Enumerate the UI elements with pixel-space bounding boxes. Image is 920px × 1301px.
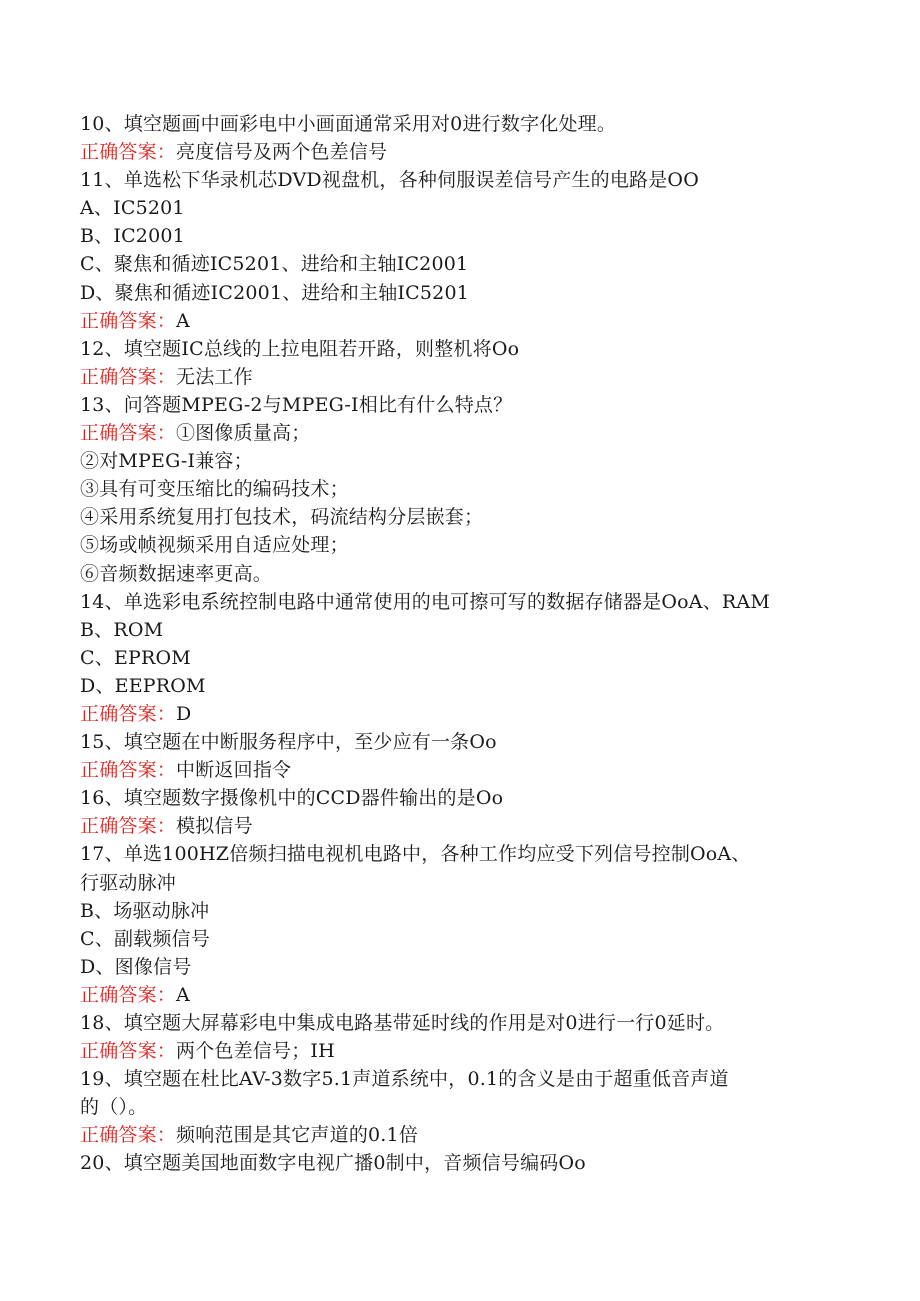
answer-label: 正确答案： bbox=[80, 141, 177, 164]
answer-text: 两个色差信号；IH bbox=[176, 1040, 335, 1063]
answer-label: 正确答案： bbox=[80, 309, 177, 332]
text-line: C、聚焦和循迹IC5201、进给和主轴IC2001 bbox=[80, 253, 469, 276]
answer-label: 正确答案： bbox=[80, 1124, 177, 1147]
text-line: B、IC2001 bbox=[80, 225, 185, 248]
text-line: C、EPROM bbox=[80, 646, 191, 669]
answer-text: 无法工作 bbox=[176, 365, 253, 388]
text-line: B、场驱动脉冲 bbox=[80, 899, 210, 922]
question-line: 12、填空题IC总线的上拉电阻若开路，则整机将Oo bbox=[80, 337, 520, 360]
text-line: 的（）。 bbox=[80, 1096, 148, 1119]
text-line: ⑥音频数据速率更高。 bbox=[80, 562, 273, 585]
question-line: 11、单选松下华录机芯DVD视盘机，各种伺服误差信号产生的电路是OO bbox=[80, 169, 699, 192]
text-line: C、副载频信号 bbox=[80, 927, 210, 950]
answer-text: 模拟信号 bbox=[176, 815, 253, 838]
text-line: ②对MPEG-I兼容； bbox=[80, 450, 253, 473]
answer-line bbox=[80, 307, 840, 335]
answer-text: A bbox=[176, 309, 190, 332]
question-line: 15、填空题在中断服务程序中，至少应有一条Oo bbox=[80, 731, 497, 754]
answer-text: 中断返回指令 bbox=[176, 759, 292, 782]
answer-line bbox=[80, 756, 840, 784]
answer-label: 正确答案： bbox=[80, 983, 177, 1006]
answer-line bbox=[80, 981, 840, 1009]
document-body bbox=[80, 110, 840, 1178]
answer-label: 正确答案： bbox=[80, 815, 177, 838]
text-line: B、ROM bbox=[80, 618, 164, 641]
question-line: 16、填空题数字摄像机中的CCD器件输出的是Oo bbox=[80, 787, 504, 810]
question-line: 19、填空题在杜比AV-3数字5.1声道系统中，0.1的含义是由于超重低音声道 bbox=[80, 1068, 729, 1091]
answer-line bbox=[80, 138, 840, 166]
answer-label: 正确答案： bbox=[80, 759, 177, 782]
question-line: 14、单选彩电系统控制电路中通常使用的电可擦可写的数据存储器是OoA、RAM bbox=[80, 590, 770, 613]
answer-line bbox=[80, 812, 840, 840]
answer-line bbox=[80, 1037, 840, 1065]
text-line: D、聚焦和循迹IC2001、进给和主轴IC5201 bbox=[80, 281, 470, 304]
answer-label: 正确答案： bbox=[80, 1040, 177, 1063]
answer-line bbox=[80, 419, 840, 447]
answer-label: 正确答案： bbox=[80, 365, 177, 388]
text-line: 行驱动脉冲 bbox=[80, 871, 177, 894]
answer-label: 正确答案： bbox=[80, 702, 177, 725]
answer-line bbox=[80, 363, 840, 391]
answer-text: ①图像质量高； bbox=[176, 422, 311, 445]
question-line: 13、问答题MPEG-2与MPEG-I相比有什么特点？ bbox=[80, 393, 513, 416]
answer-text: D bbox=[176, 702, 192, 725]
question-line: 20、填空题美国地面数字电视广播0制中，音频信号编码Oo bbox=[80, 1152, 586, 1175]
text-line: ③具有可变压缩比的编码技术； bbox=[80, 478, 349, 501]
answer-text: 频响范围是其它声道的0.1倍 bbox=[176, 1124, 419, 1147]
text-line: ④采用系统复用打包技术，码流结构分层嵌套； bbox=[80, 506, 484, 529]
answer-text: 亮度信号及两个色差信号 bbox=[176, 141, 388, 164]
answer-line bbox=[80, 1121, 840, 1149]
question-line: 18、填空题大屏幕彩电中集成电路基带延时线的作用是对0进行一行0延时。 bbox=[80, 1012, 725, 1034]
text-line: A、IC5201 bbox=[80, 197, 185, 220]
text-line: ⑤场或帧视频采用自适应处理； bbox=[80, 534, 349, 557]
answer-text: A bbox=[176, 983, 190, 1006]
text-line: D、图像信号 bbox=[80, 955, 192, 978]
text-line: D、EEPROM bbox=[80, 674, 206, 697]
answer-label: 正确答案： bbox=[80, 422, 177, 445]
answer-line bbox=[80, 700, 840, 728]
question-line: 10、填空题画中画彩电中小画面通常采用对0进行数字化处理。 bbox=[80, 113, 617, 135]
question-line: 17、单选100HZ倍频扫描电视机电路中，各种工作均应受下列信号控制OoA、 bbox=[80, 843, 751, 866]
